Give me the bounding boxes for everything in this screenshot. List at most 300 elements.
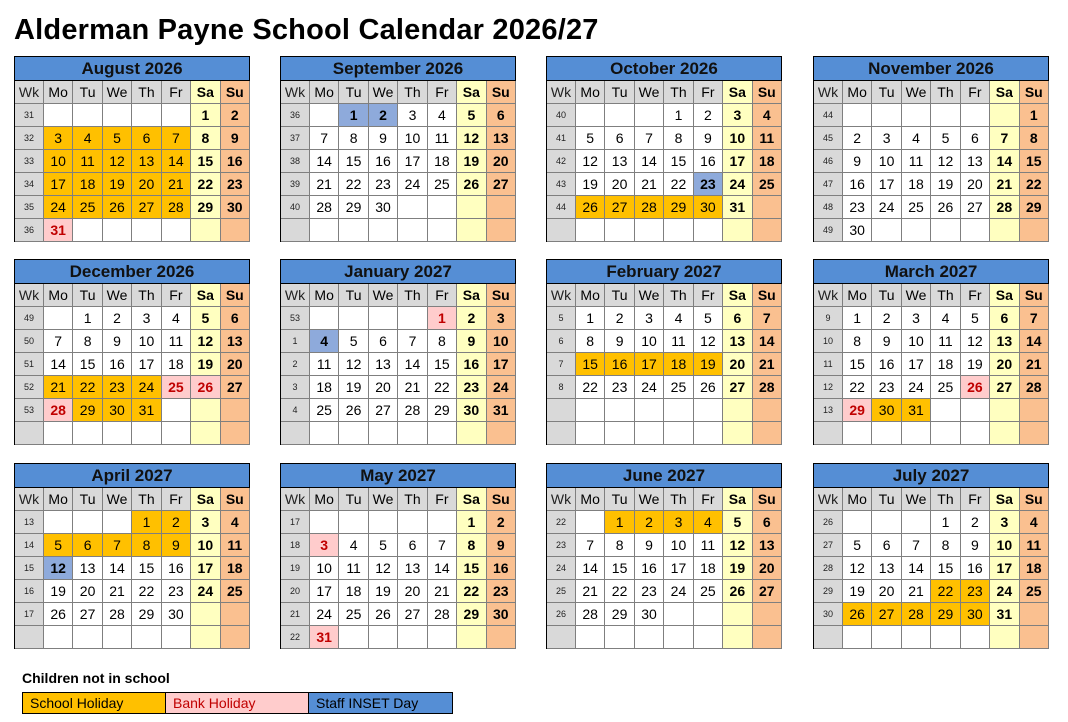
week-number: 17 — [281, 511, 310, 534]
empty-day-cell — [428, 219, 457, 242]
day-name-header: Sa — [723, 81, 752, 104]
week-number: 29 — [814, 580, 843, 603]
day-cell: 28 — [1020, 376, 1049, 399]
week-number: 18 — [281, 534, 310, 557]
week-number: 52 — [15, 376, 44, 399]
day-name-header: We — [103, 81, 132, 104]
week-number: 44 — [547, 196, 576, 219]
empty-day-cell — [339, 422, 368, 445]
day-cell: 30 — [961, 603, 990, 626]
empty-day-cell — [723, 626, 752, 649]
day-cell: 2 — [872, 307, 901, 330]
day-cell: 26 — [843, 603, 872, 626]
day-cell: 24 — [44, 196, 73, 219]
week-row — [15, 557, 250, 580]
empty-day-cell — [221, 422, 250, 445]
day-name-header: We — [369, 284, 398, 307]
day-cell: 19 — [723, 557, 752, 580]
week-number: 20 — [281, 580, 310, 603]
week-number — [281, 422, 310, 445]
week-number — [547, 422, 576, 445]
day-cell: 18 — [753, 150, 782, 173]
day-cell: 18 — [694, 557, 723, 580]
day-cell: 14 — [753, 330, 782, 353]
empty-day-cell — [990, 422, 1019, 445]
day-cell: 16 — [694, 150, 723, 173]
day-cell: 5 — [457, 104, 486, 127]
empty-day-cell — [694, 626, 723, 649]
day-cell: 16 — [103, 353, 132, 376]
day-name-header: Fr — [162, 488, 191, 511]
day-cell: 29 — [191, 196, 220, 219]
day-header-row — [15, 284, 250, 307]
day-name-header: Sa — [191, 488, 220, 511]
day-name-header: Fr — [162, 81, 191, 104]
day-name-header: Tu — [73, 488, 102, 511]
day-cell: 16 — [221, 150, 250, 173]
day-cell: 31 — [310, 626, 339, 649]
day-cell: 23 — [103, 376, 132, 399]
day-header-row — [281, 284, 516, 307]
day-cell: 30 — [369, 196, 398, 219]
empty-day-cell — [605, 422, 634, 445]
day-cell: 30 — [162, 603, 191, 626]
day-cell: 7 — [902, 534, 931, 557]
day-cell: 19 — [843, 580, 872, 603]
day-cell: 7 — [1020, 307, 1049, 330]
week-number: 44 — [814, 104, 843, 127]
legend-inset-day: Staff INSET Day — [309, 693, 452, 713]
week-number: 27 — [814, 534, 843, 557]
day-cell: 17 — [990, 557, 1019, 580]
day-cell: 21 — [902, 580, 931, 603]
day-cell: 11 — [1020, 534, 1049, 557]
day-cell: 4 — [221, 511, 250, 534]
week-row — [15, 603, 250, 626]
day-name-header: Mo — [44, 488, 73, 511]
day-cell: 2 — [605, 307, 634, 330]
empty-day-cell — [73, 511, 102, 534]
day-cell: 5 — [576, 127, 605, 150]
day-cell: 11 — [931, 330, 960, 353]
day-cell: 4 — [162, 307, 191, 330]
day-cell: 15 — [576, 353, 605, 376]
day-cell: 25 — [310, 399, 339, 422]
day-cell: 7 — [990, 127, 1019, 150]
day-name-header: Tu — [339, 81, 368, 104]
day-name-header: Mo — [576, 81, 605, 104]
day-cell: 2 — [221, 104, 250, 127]
day-name-header: Fr — [961, 284, 990, 307]
week-row — [547, 307, 782, 330]
week-number — [547, 626, 576, 649]
month-calendar — [14, 259, 250, 445]
day-cell: 29 — [132, 603, 161, 626]
day-cell: 27 — [872, 603, 901, 626]
day-cell: 20 — [221, 353, 250, 376]
day-cell: 20 — [398, 580, 427, 603]
day-cell: 23 — [635, 580, 664, 603]
day-name-header: Su — [753, 81, 782, 104]
day-cell: 5 — [931, 127, 960, 150]
day-cell: 17 — [487, 353, 516, 376]
day-cell: 8 — [664, 127, 693, 150]
week-number: 37 — [281, 127, 310, 150]
week-row — [814, 127, 1049, 150]
week-row — [15, 626, 250, 649]
day-cell: 28 — [162, 196, 191, 219]
day-cell: 7 — [398, 330, 427, 353]
empty-day-cell — [339, 307, 368, 330]
day-cell: 17 — [398, 150, 427, 173]
day-cell: 6 — [723, 307, 752, 330]
day-cell: 3 — [664, 511, 693, 534]
month-calendar — [546, 56, 782, 242]
empty-day-cell — [872, 422, 901, 445]
day-cell: 21 — [635, 173, 664, 196]
week-row — [281, 534, 516, 557]
day-cell: 21 — [103, 580, 132, 603]
day-name-header: Su — [753, 488, 782, 511]
empty-day-cell — [310, 511, 339, 534]
day-cell: 28 — [635, 196, 664, 219]
week-number — [15, 626, 44, 649]
day-cell: 15 — [191, 150, 220, 173]
empty-day-cell — [872, 219, 901, 242]
week-row — [15, 422, 250, 445]
empty-day-cell — [369, 626, 398, 649]
day-cell: 8 — [191, 127, 220, 150]
day-cell: 10 — [44, 150, 73, 173]
empty-day-cell — [1020, 399, 1049, 422]
day-cell: 18 — [221, 557, 250, 580]
empty-day-cell — [961, 422, 990, 445]
week-row — [547, 219, 782, 242]
empty-day-cell — [310, 104, 339, 127]
day-cell: 5 — [103, 127, 132, 150]
empty-day-cell — [576, 104, 605, 127]
day-cell: 30 — [487, 603, 516, 626]
day-cell: 15 — [339, 150, 368, 173]
day-cell: 31 — [44, 219, 73, 242]
month-title: November 2026 — [814, 57, 1049, 81]
empty-day-cell — [723, 422, 752, 445]
empty-day-cell — [1020, 603, 1049, 626]
day-cell: 15 — [931, 557, 960, 580]
empty-day-cell — [398, 196, 427, 219]
empty-day-cell — [605, 626, 634, 649]
week-number: 28 — [814, 557, 843, 580]
empty-day-cell — [428, 196, 457, 219]
week-row — [15, 353, 250, 376]
day-cell: 4 — [664, 307, 693, 330]
day-name-header: Mo — [310, 488, 339, 511]
day-name-header: Sa — [457, 488, 486, 511]
day-cell: 25 — [221, 580, 250, 603]
week-row — [547, 422, 782, 445]
day-cell: 18 — [73, 173, 102, 196]
day-name-header: Su — [1020, 81, 1049, 104]
day-cell: 7 — [44, 330, 73, 353]
day-cell: 31 — [902, 399, 931, 422]
day-cell: 29 — [428, 399, 457, 422]
empty-day-cell — [487, 219, 516, 242]
empty-day-cell — [576, 219, 605, 242]
day-cell: 1 — [339, 104, 368, 127]
day-cell: 15 — [1020, 150, 1049, 173]
day-cell: 5 — [369, 534, 398, 557]
day-cell: 22 — [605, 580, 634, 603]
day-cell: 19 — [931, 173, 960, 196]
day-name-header: Mo — [310, 81, 339, 104]
day-cell: 25 — [664, 376, 693, 399]
day-cell: 9 — [872, 330, 901, 353]
day-cell: 19 — [457, 150, 486, 173]
day-cell: 29 — [1020, 196, 1049, 219]
day-name-header: Sa — [723, 284, 752, 307]
week-row — [547, 534, 782, 557]
week-number: 46 — [814, 150, 843, 173]
day-cell: 23 — [605, 376, 634, 399]
empty-day-cell — [310, 307, 339, 330]
empty-day-cell — [457, 219, 486, 242]
day-cell: 21 — [162, 173, 191, 196]
week-row — [547, 580, 782, 603]
empty-day-cell — [162, 626, 191, 649]
day-cell: 9 — [457, 330, 486, 353]
week-number: 49 — [15, 307, 44, 330]
day-cell: 7 — [103, 534, 132, 557]
day-cell: 31 — [723, 196, 752, 219]
day-name-header: Th — [931, 488, 960, 511]
week-number: 1 — [281, 330, 310, 353]
empty-day-cell — [694, 422, 723, 445]
day-cell: 23 — [369, 173, 398, 196]
day-cell: 21 — [398, 376, 427, 399]
day-cell: 14 — [310, 150, 339, 173]
empty-day-cell — [162, 422, 191, 445]
empty-day-cell — [103, 422, 132, 445]
day-cell: 11 — [162, 330, 191, 353]
week-number: 36 — [15, 219, 44, 242]
week-number: 23 — [547, 534, 576, 557]
empty-day-cell — [132, 626, 161, 649]
day-cell: 6 — [872, 534, 901, 557]
day-cell: 11 — [694, 534, 723, 557]
empty-day-cell — [576, 422, 605, 445]
week-row — [547, 399, 782, 422]
day-cell: 14 — [103, 557, 132, 580]
day-cell: 12 — [103, 150, 132, 173]
day-cell: 12 — [931, 150, 960, 173]
day-cell: 22 — [931, 580, 960, 603]
day-cell: 4 — [310, 330, 339, 353]
empty-day-cell — [428, 626, 457, 649]
day-cell: 5 — [694, 307, 723, 330]
empty-day-cell — [44, 104, 73, 127]
week-number: 16 — [15, 580, 44, 603]
empty-day-cell — [961, 104, 990, 127]
day-cell: 18 — [310, 376, 339, 399]
empty-day-cell — [162, 219, 191, 242]
week-row — [15, 376, 250, 399]
week-number: 43 — [547, 173, 576, 196]
day-cell: 5 — [339, 330, 368, 353]
empty-day-cell — [576, 511, 605, 534]
month-title: April 2027 — [15, 464, 250, 488]
empty-day-cell — [162, 104, 191, 127]
day-cell: 22 — [191, 173, 220, 196]
day-cell: 6 — [753, 511, 782, 534]
week-number: 8 — [547, 376, 576, 399]
week-row — [814, 353, 1049, 376]
day-header-row — [547, 284, 782, 307]
week-number: 40 — [547, 104, 576, 127]
day-name-header: Tu — [605, 81, 634, 104]
day-cell: 3 — [44, 127, 73, 150]
day-cell: 27 — [723, 376, 752, 399]
day-cell: 7 — [428, 534, 457, 557]
day-cell: 3 — [990, 511, 1019, 534]
day-cell: 19 — [369, 580, 398, 603]
day-cell: 27 — [961, 196, 990, 219]
week-row — [281, 196, 516, 219]
day-cell: 14 — [428, 557, 457, 580]
day-cell: 20 — [487, 150, 516, 173]
day-name-header: Mo — [310, 284, 339, 307]
day-cell: 29 — [73, 399, 102, 422]
empty-day-cell — [902, 511, 931, 534]
day-cell: 9 — [605, 330, 634, 353]
empty-day-cell — [398, 511, 427, 534]
day-cell: 11 — [428, 127, 457, 150]
empty-day-cell — [605, 104, 634, 127]
week-number: 32 — [15, 127, 44, 150]
week-number: 21 — [281, 603, 310, 626]
day-cell: 27 — [73, 603, 102, 626]
day-cell: 27 — [132, 196, 161, 219]
empty-day-cell — [664, 603, 693, 626]
week-number — [547, 219, 576, 242]
empty-day-cell — [428, 422, 457, 445]
empty-day-cell — [191, 422, 220, 445]
day-name-header: Tu — [872, 284, 901, 307]
day-cell: 20 — [753, 557, 782, 580]
day-cell: 1 — [191, 104, 220, 127]
day-cell: 2 — [694, 104, 723, 127]
empty-day-cell — [310, 219, 339, 242]
month-calendar — [546, 259, 782, 445]
day-cell: 22 — [664, 173, 693, 196]
week-row — [547, 173, 782, 196]
day-cell: 18 — [1020, 557, 1049, 580]
day-cell: 6 — [73, 534, 102, 557]
day-cell: 12 — [44, 557, 73, 580]
day-cell: 1 — [664, 104, 693, 127]
day-cell: 25 — [931, 376, 960, 399]
day-cell: 17 — [132, 353, 161, 376]
day-name-header: Fr — [961, 488, 990, 511]
empty-day-cell — [872, 104, 901, 127]
day-name-header: Tu — [605, 284, 634, 307]
day-cell: 20 — [73, 580, 102, 603]
day-name-header: Fr — [694, 284, 723, 307]
day-header-row — [281, 81, 516, 104]
week-row — [281, 104, 516, 127]
empty-day-cell — [1020, 626, 1049, 649]
day-cell: 23 — [221, 173, 250, 196]
day-cell: 12 — [843, 557, 872, 580]
day-cell: 28 — [310, 196, 339, 219]
day-cell: 16 — [369, 150, 398, 173]
empty-day-cell — [990, 399, 1019, 422]
day-name-header: Fr — [428, 284, 457, 307]
week-row — [814, 150, 1049, 173]
empty-day-cell — [339, 219, 368, 242]
week-row — [814, 196, 1049, 219]
empty-day-cell — [191, 219, 220, 242]
day-name-header: Th — [132, 284, 161, 307]
month-calendar — [813, 56, 1049, 242]
empty-day-cell — [221, 626, 250, 649]
day-cell: 1 — [1020, 104, 1049, 127]
day-cell: 5 — [961, 307, 990, 330]
day-cell: 15 — [605, 557, 634, 580]
day-cell: 9 — [635, 534, 664, 557]
day-cell: 7 — [576, 534, 605, 557]
day-name-header: We — [635, 284, 664, 307]
day-cell: 14 — [1020, 330, 1049, 353]
day-cell: 1 — [931, 511, 960, 534]
day-cell: 12 — [961, 330, 990, 353]
day-cell: 14 — [902, 557, 931, 580]
day-cell: 26 — [457, 173, 486, 196]
week-number: 42 — [547, 150, 576, 173]
month-title: August 2026 — [15, 57, 250, 81]
day-cell: 27 — [605, 196, 634, 219]
day-name-header: Su — [1020, 488, 1049, 511]
day-cell: 10 — [664, 534, 693, 557]
day-cell: 20 — [605, 173, 634, 196]
week-number: 24 — [547, 557, 576, 580]
day-name-header: Fr — [428, 488, 457, 511]
day-cell: 4 — [753, 104, 782, 127]
legend-school-holiday: School Holiday — [23, 693, 166, 713]
day-cell: 21 — [310, 173, 339, 196]
day-cell: 16 — [605, 353, 634, 376]
empty-day-cell — [961, 399, 990, 422]
week-row — [814, 422, 1049, 445]
empty-day-cell — [961, 626, 990, 649]
week-number: 5 — [547, 307, 576, 330]
day-cell: 8 — [457, 534, 486, 557]
day-name-header: Fr — [162, 284, 191, 307]
day-cell: 13 — [73, 557, 102, 580]
day-cell: 9 — [961, 534, 990, 557]
day-name-header: Sa — [990, 81, 1019, 104]
day-cell: 2 — [487, 511, 516, 534]
day-cell: 26 — [44, 603, 73, 626]
empty-day-cell — [902, 422, 931, 445]
week-number-header: Wk — [814, 284, 843, 307]
day-cell: 23 — [843, 196, 872, 219]
day-name-header: We — [103, 284, 132, 307]
day-cell: 9 — [221, 127, 250, 150]
week-number: 11 — [814, 353, 843, 376]
day-cell: 11 — [664, 330, 693, 353]
day-cell: 2 — [635, 511, 664, 534]
day-cell: 9 — [162, 534, 191, 557]
